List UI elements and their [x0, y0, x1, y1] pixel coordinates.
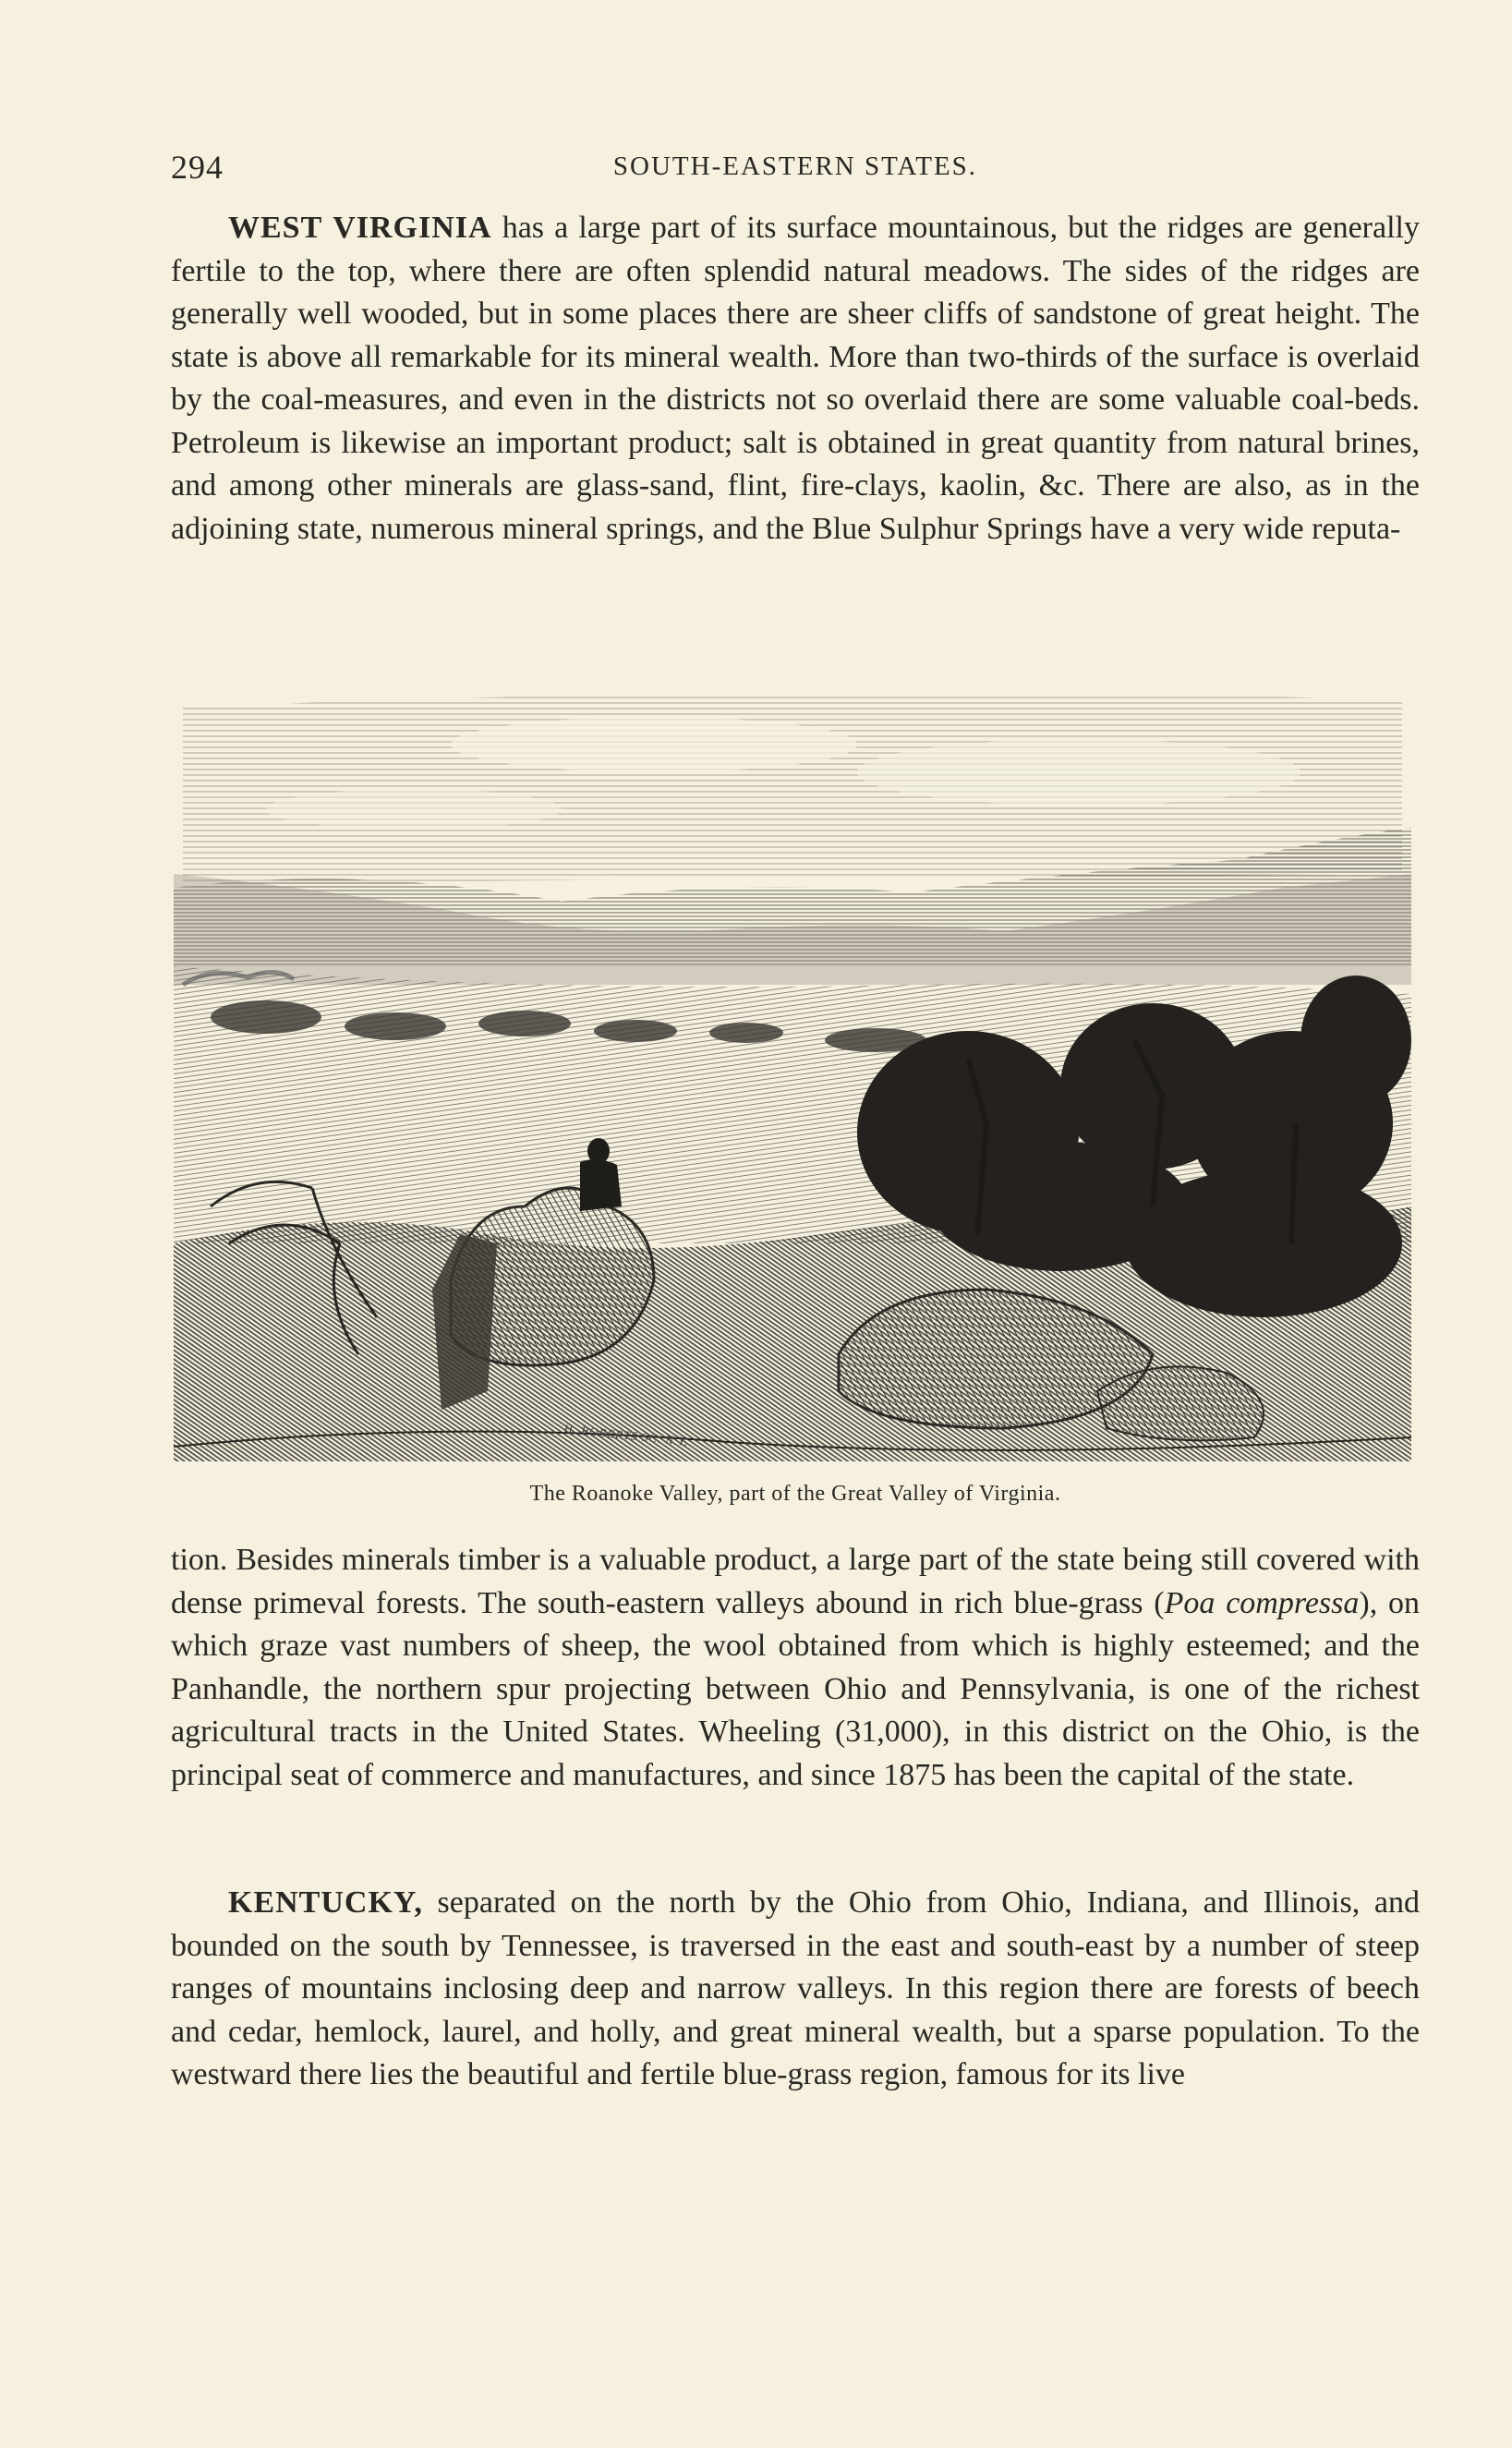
- section-lead-kentucky: KENTUCKY,: [228, 1885, 423, 1920]
- running-title: SOUTH-EASTERN STATES.: [612, 151, 978, 181]
- paragraph-continuation: [171, 1539, 1420, 1797]
- page-number: 294: [171, 149, 224, 186]
- paragraph-kentucky: [171, 1882, 1420, 2097]
- italic-species-name: Poa compressa: [1164, 1585, 1360, 1620]
- engraver-signature: H. ROBERTS SC. N.Y.: [562, 1421, 690, 1449]
- paragraph-text: ), on which graze vast numbers of sheep, the wool obtained from which is highly esteemed; and the Panhandle, the northern spur projecting between Ohio and Pennsylvania, is one of the richest agricultural tracts in the United States. Wheeling (31,000), in this district on the Ohio, is the principal seat of commerce and manufactures, and since 1875 has been the capital of the state.: [171, 1585, 1420, 1792]
- figure-caption: The Roanoke Valley, part of the Great Valley of Virginia.: [529, 1482, 1061, 1506]
- paragraph-text: separated on the north by the Ohio from Ohio, Indiana, and Illinois, and bounded on the south by Tennessee, is traversed in the east and south-east by a number of steep ranges of mountains inclosing deep and narrow valleys. In this region there are forests of beech and cedar, hemlock, laurel, and holly, and great mineral wealth, but a sparse population. To the westward there lies the beautiful and fertile blue-grass region, famous for its live: [171, 1885, 1420, 2091]
- paragraph-text: tion. Besides minerals timber is a valuable product, a large part of the state being still covered with dense primeval forests. The south-eastern valleys abound in rich blue-grass (: [171, 1543, 1420, 1620]
- running-head: [171, 148, 1420, 190]
- engraving-roanoke-valley: [174, 689, 1411, 1461]
- section-lead-west-virginia: WEST VIRGINIA: [228, 211, 492, 245]
- paragraph-text: has a large part of its surface mountainous, but the ridges are generally fertile to the top, where there are often splendid natural meadows. The sides of the ridges are generally well wooded, but in some places there are sheer cliffs of sandstone of great height. The state is above all remarkable for its mineral wealth. More than two-thirds of the surface is overlaid by the coal-measures, and even in the districts not so overlaid there are some valuable coal-beds. Petroleum is likewise an important product; salt is obtained in great quantity from natural brines, and among other minerals are glass-sand, flint, fire-clays, kaolin, &c. There are also, as in the adjoining state, numerous mineral springs, and the Blue Sulphur Springs have a very wide reputa-: [171, 211, 1420, 546]
- paragraph-west-virginia: [171, 207, 1420, 551]
